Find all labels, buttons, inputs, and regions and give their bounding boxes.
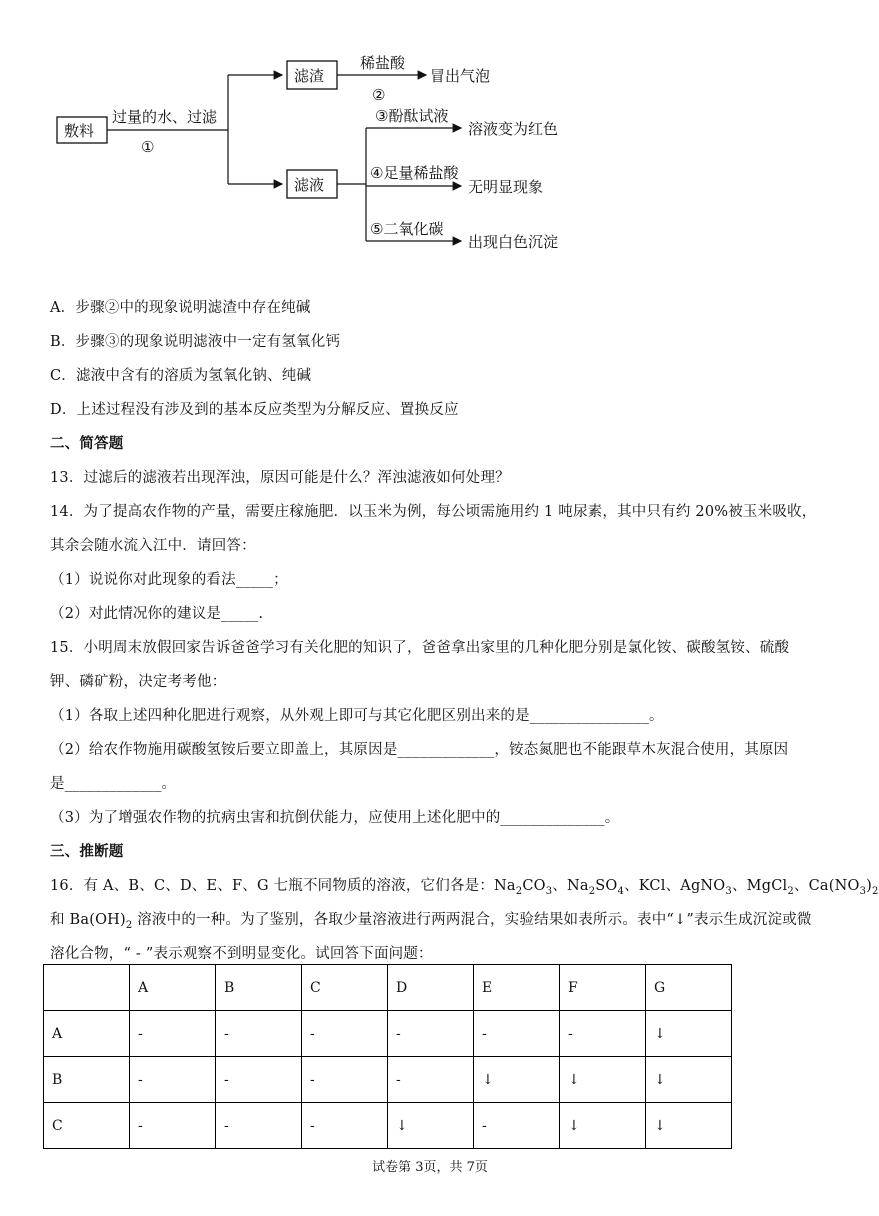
- co2-result: 出现白色沉淀: [468, 233, 559, 251]
- hcl-result: 无明显现象: [468, 178, 544, 196]
- table-row: [44, 1011, 732, 1057]
- question-15-line1: 15．小明周末放假回家告诉爸爸学习有关化肥的知识了，爸爸拿出家里的几种化肥分别是氯化铵、碳酸氢铵、硫酸: [50, 640, 790, 656]
- table-cell: C: [302, 965, 388, 1011]
- acid-label: 稀盐酸: [360, 54, 406, 72]
- table-cell: -: [130, 1103, 216, 1149]
- table-cell: D: [388, 965, 474, 1011]
- table-cell: [44, 965, 130, 1011]
- table-cell: ↓: [388, 1103, 474, 1149]
- acid-result: 冒出气泡: [430, 67, 491, 85]
- table-cell: -: [302, 1103, 388, 1149]
- mixing-result-table: [43, 964, 732, 1149]
- table-cell: B: [216, 965, 302, 1011]
- start-label: 敷料: [64, 122, 95, 140]
- table-cell: -: [388, 1057, 474, 1103]
- table-cell: -: [216, 1057, 302, 1103]
- table-cell: -: [302, 1011, 388, 1057]
- option-d: D．上述过程没有涉及到的基本反应类型为分解反应、置换反应: [50, 402, 459, 418]
- step1-label: 过量的水、过滤: [112, 108, 218, 126]
- option-c: C．滤液中含有的溶质为氢氧化钠、纯碱: [50, 368, 312, 384]
- table-cell: -: [130, 1057, 216, 1103]
- question-14-part2: （2）对此情况你的建议是_____.: [50, 606, 264, 622]
- table-cell: G: [646, 965, 732, 1011]
- table-header-row: [44, 965, 732, 1011]
- question-15-part2a: （2）给农作物施用碳酸氢铵后要立即盖上，其原因是_____________，铵态氮肥也不能跟草木灰混合使用，其原因: [50, 742, 789, 758]
- hcl-label: ④足量稀盐酸: [370, 164, 459, 182]
- question-15-part1: （1）各取上述四种化肥进行观察，从外观上即可与其它化肥区别出来的是________________。: [50, 708, 664, 724]
- question-13: 13．过滤后的滤液若出现浑浊，原因可能是什么？浑浊滤液如何处理？: [50, 470, 510, 486]
- question-15-part2b: 是_____________。: [50, 776, 177, 792]
- question-14-line1: 14．为了提高农作物的产量，需要庄稼施肥．以玉米为例，每公顷需施用约 1 吨尿素，其中只有约 20%被玉米吸收，: [50, 504, 817, 520]
- table-cell: -: [474, 1011, 560, 1057]
- table-cell: ↓: [474, 1057, 560, 1103]
- table-cell: -: [302, 1057, 388, 1103]
- section-title-short-answer: 二、简答题: [50, 435, 124, 452]
- table-cell: F: [560, 965, 646, 1011]
- table-cell: ↓: [560, 1057, 646, 1103]
- table-cell: A: [44, 1011, 130, 1057]
- filtrate-label: 滤液: [294, 176, 325, 194]
- question-14-part1: （1）说说你对此现象的看法_____；: [50, 572, 288, 588]
- co2-label: ⑤二氧化碳: [370, 220, 444, 238]
- table-row: [44, 1103, 732, 1149]
- table-cell: ↓: [560, 1103, 646, 1149]
- phenol-result: 溶液变为红色: [468, 120, 559, 138]
- table-cell: ↓: [646, 1057, 732, 1103]
- question-15-part3: （3）为了增强农作物的抗病虫害和抗倒伏能力，应使用上述化肥中的______________。: [50, 810, 620, 826]
- table-cell: -: [216, 1103, 302, 1149]
- table-cell: E: [474, 965, 560, 1011]
- table-cell: -: [216, 1011, 302, 1057]
- option-a: A．步骤②中的现象说明滤渣中存在纯碱: [50, 300, 311, 316]
- residue-label: 滤渣: [294, 67, 325, 85]
- phenol-label: ③酚酞试液: [375, 107, 449, 125]
- table-cell: -: [130, 1011, 216, 1057]
- question-16-line2: 和 $Ba(OH)_2$ 溶液中的一种。为了鉴别，各取少量溶液进行两两混合，实验结果如表所示。表中“↓”表示生成沉淀或微: [50, 912, 812, 931]
- question-15-line2: 钾、磷矿粉，决定考考他：: [50, 674, 227, 690]
- table-cell: B: [44, 1057, 130, 1103]
- step1-num: ①: [141, 138, 155, 156]
- question-16-line3: 溶化合物，“ - ”表示观察不到明显变化。试回答下面问题：: [50, 946, 433, 962]
- section-title-inference: 三、推断题: [50, 843, 124, 860]
- page-footer: 试卷第 3页，共 7页: [372, 1160, 488, 1175]
- option-b: B．步骤③的现象说明滤液中一定有氢氧化钙: [50, 334, 341, 350]
- table-cell: -: [560, 1011, 646, 1057]
- acid-num: ②: [372, 86, 386, 104]
- table-cell: A: [130, 965, 216, 1011]
- question-14-line2: 其余会随水流入江中．请回答：: [50, 538, 256, 554]
- flow-diagram: [40, 40, 600, 270]
- table-cell: C: [44, 1103, 130, 1149]
- table-cell: ↓: [646, 1011, 732, 1057]
- question-16-line1: 16．有 A、B、C、D、E、F、G 七瓶不同物质的溶液，它们各是：$Na_2CO_3$、$Na_2SO_4$、KCl、AgNO$_3$、MgCl$_2$、$Ca(NO_3)_2$: [50, 878, 879, 897]
- table-row: [44, 1057, 732, 1103]
- table-cell: ↓: [646, 1103, 732, 1149]
- table-cell: -: [474, 1103, 560, 1149]
- table-cell: -: [388, 1011, 474, 1057]
